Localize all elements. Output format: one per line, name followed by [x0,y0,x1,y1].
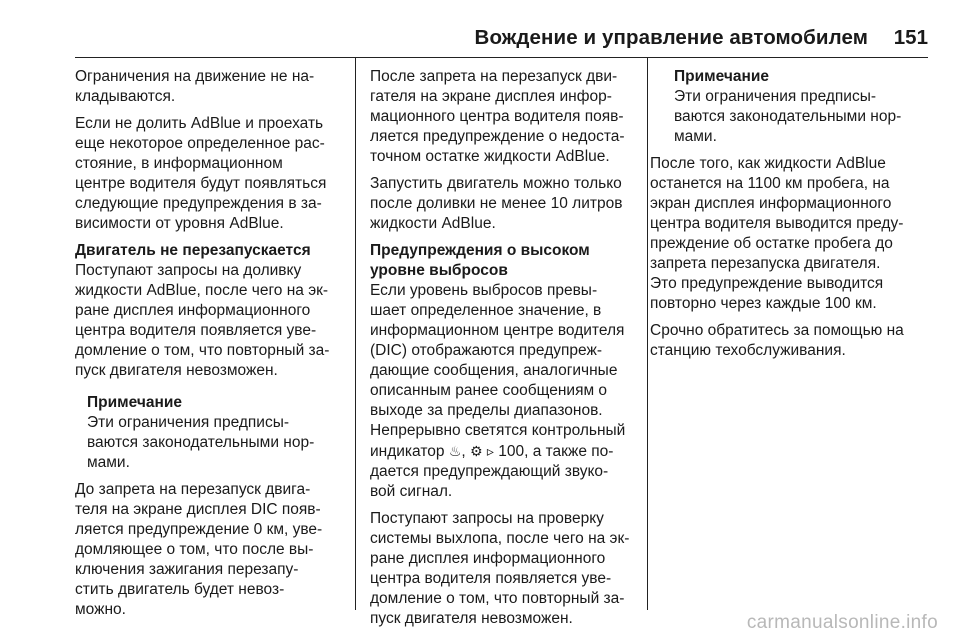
column-divider-1 [355,58,356,610]
page-reference: 100, а также по- [498,443,614,460]
note-text [674,87,934,147]
text-line: Если уровень выбросов превы- [370,282,598,299]
text-line: пуск двигателя невозможен. [370,610,573,627]
text-line: Запустить двигатель можно только [370,175,622,192]
paragraph-indicators [370,421,642,502]
header-divider [75,57,928,58]
paragraph [650,154,934,314]
watermark: carmanualsonline.info [746,612,938,633]
text-line: уровне выбросов [370,262,508,279]
text-line: ваются законодательными нор- [87,434,315,451]
note-title: Примечание [674,68,769,85]
paragraph [370,174,642,234]
text-line: (DIC) отображаются предупреж- [370,342,602,359]
text-line: ляется предупреждение о недоста- [370,128,625,145]
text-line: стояние, в информационном [75,155,283,172]
text-line: Предупреждения о высоком [370,242,590,259]
column-3 [650,67,934,368]
text-line: еще некоторое определенное рас- [75,135,325,152]
indicator-label: индикатор [370,443,445,460]
text-line: станцию техобслуживания. [650,342,846,359]
text-line: Эти ограничения предписы- [87,414,289,431]
text-line: мами. [674,128,717,145]
text-line: После того, как жидкости AdBlue [650,155,886,172]
text-line: Срочно обратитесь за помощью на [650,322,904,339]
text-line: системы выхлопа, после чего на эк- [370,530,630,547]
column-2 [370,67,642,636]
text-line: домление о том, что повторный за- [370,590,625,607]
engine-check-icon: ⚙ [470,443,483,459]
text-line: индикатор ♨, ⚙ ▹ 100, а также по- [370,443,614,460]
text-line: домление о том, что повторный за- [75,342,330,359]
text-line: центра водителя появляется уве- [370,570,612,587]
text-line: пуск двигателя невозможен. [75,362,278,379]
text-line: останется на 1100 км пробега, на [650,175,890,192]
page-number: 151 [893,26,928,49]
text-line: повторно через каждые 100 км. [650,295,877,312]
text-line: теля на экране дисплея DIC появ- [75,501,321,518]
text-line: описанным ранее сообщениям о [370,382,608,399]
text-line: Поступают запросы на доливку [75,262,302,279]
exhaust-warning-icon: ♨ [448,443,462,459]
page-title: Вождение и управление автомобилем [474,26,868,49]
text-line: кладываются. [75,88,176,105]
text-line: стить двигатель будет невоз- [75,581,285,598]
text-line: домляющее о том, что после вы- [75,541,314,558]
text-line: ваются законодательными нор- [674,108,902,125]
text-line: ране дисплея информационного [370,550,606,567]
text-line: висимости от уровня AdBlue. [75,215,284,232]
text-line: преждение об остатке пробега до [650,235,893,252]
text-line: шает определенное значение, в [370,302,602,319]
triangle-ref-icon: ▹ [486,443,494,459]
text-line: вой сигнал. [370,483,453,500]
paragraph [75,261,347,381]
text-line: До запрета на перезапуск двига- [75,481,311,498]
text-line: Если не долить AdBlue и проехать [75,115,324,132]
text-line: запрета перезапуска двигателя. [650,255,881,272]
paragraph [370,509,642,629]
text-line: центре водителя будут появляться [75,175,327,192]
text-line: центра водителя выводится преду- [650,215,904,232]
text-line: После запрета на перезапуск дви- [370,68,618,85]
text-line: Ограничения на движение не на- [75,68,315,85]
text-line: центра водителя появляется уве- [75,322,317,339]
text-line: после доливки не менее 10 литров [370,195,623,212]
section-heading: Двигатель не перезапускается [75,242,311,259]
text-line: Непрерывно светятся контрольный [370,422,626,439]
page-header [75,26,928,58]
column-divider-2 [647,58,648,610]
text-line: жидкости AdBlue, после чего на эк- [75,282,329,299]
text-block [370,462,642,502]
text-line: следующие предупреждения в за- [75,195,322,212]
paragraph [650,321,934,361]
text-line: ключения зажигания перезапу- [75,561,299,578]
text-line: Это предупреждение выводится [650,275,884,292]
text-line: дающие сообщения, аналогичные [370,362,618,379]
section-heading [370,241,642,281]
text-line: жидкости AdBlue. [370,215,496,232]
text-line: экран дисплея информационного [650,195,892,212]
text-line: гателя на экране дисплея инфор- [370,88,612,105]
paragraph [75,67,347,107]
note-title: Примечание [87,394,182,411]
text-line: можно. [75,601,126,618]
paragraph [370,281,642,421]
paragraph [75,114,347,234]
text-line: ляется предупреждение 0 км, уве- [75,521,323,538]
text-line: информационном центре водителя [370,322,625,339]
text-line: дается предупреждающий звуко- [370,463,609,480]
text-line: Поступают запросы на проверку [370,510,604,527]
note-text [87,413,347,473]
text-line: ране дисплея информационного [75,302,311,319]
text-line: мами. [87,454,130,471]
text-line: Эти ограничения предписы- [674,88,876,105]
column-1 [75,67,347,627]
paragraph [75,480,347,620]
text-line: точном остатке жидкости AdBlue. [370,148,610,165]
text-line: мационного центра водителя появ- [370,108,624,125]
text-line: выходе за пределы диапазонов. [370,402,603,419]
paragraph [370,67,642,167]
